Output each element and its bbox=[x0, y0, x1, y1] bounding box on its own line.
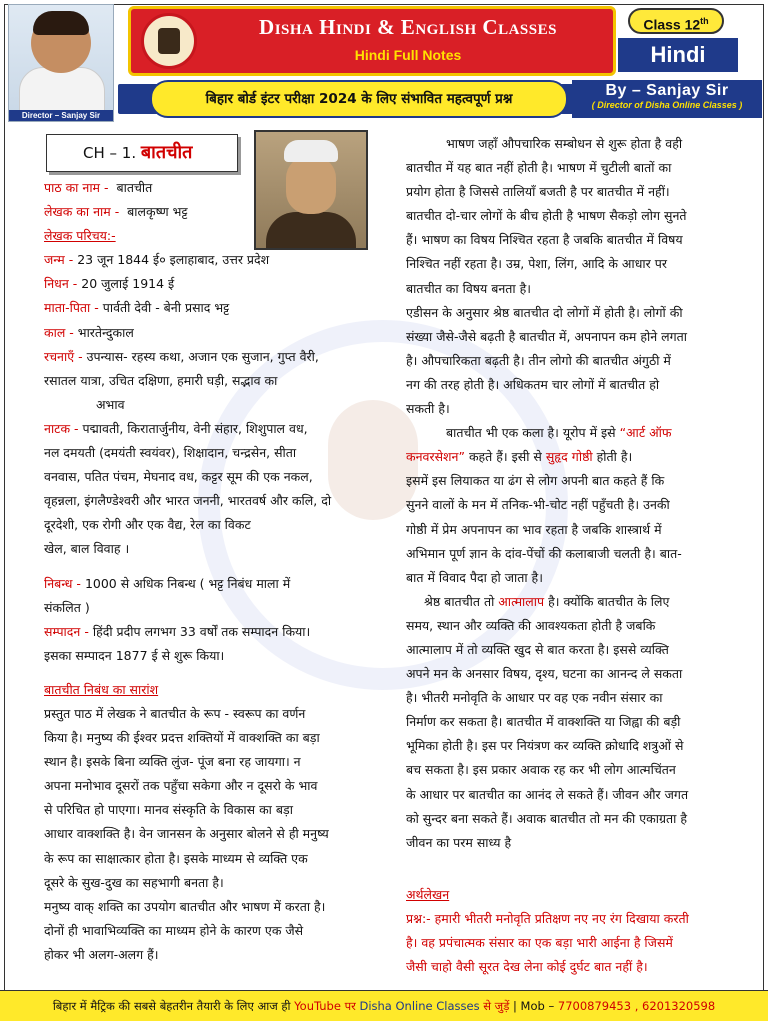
body-text: श्रेष्ठ बातचीत तो bbox=[424, 593, 499, 609]
field-value: उपन्यास- रहस्य कथा, अजान एक सुजान, गुप्त वैरी, bbox=[86, 348, 319, 364]
body-line: सकती है। bbox=[406, 401, 450, 417]
body-line bbox=[406, 590, 726, 614]
works-line: अभाव bbox=[96, 396, 125, 412]
field-value: बातचीत bbox=[116, 180, 153, 195]
drama-line: दूरदेशी, एक रोगी और एक वैद्य, रेल का विकट bbox=[44, 517, 251, 533]
works-line: रसातल यात्रा, उचित दक्षिणा, हमारी घड़ी, सद्भाव का bbox=[44, 372, 278, 388]
body-line: इसमें इस लियाकत या ढंग से लोग अपनी बात कहते हैं कि bbox=[406, 473, 665, 489]
body-line: है। भीतरी मनोवृति के आधार पर वह एक नवीन संसार का bbox=[406, 690, 663, 706]
drama-line: खेल, बाल विवाह । bbox=[44, 541, 130, 557]
body-line: निश्चित नहीं रहता है। उम्र, पेशा, लिंग, आदि के आधार पर bbox=[406, 256, 667, 272]
body-line: अपने मन के अनसार विषय, दृश्य, घटना का आनन्द ले सकता bbox=[406, 666, 683, 682]
edit-row bbox=[44, 620, 364, 644]
body-line: संख्या जैसे-जैसे बढ़ती है बातचीत में, अपनापन कम होने लगता bbox=[406, 328, 688, 344]
portrait-cap bbox=[284, 140, 338, 162]
body-line: अभिमान पूर्ण ज्ञान के दांव-पेंचों की कलाबाजी चलती है। बात- bbox=[406, 545, 682, 561]
class-badge bbox=[628, 8, 724, 34]
summary-line: के रूप का साक्षात्कार होता है। इसके माध्यम से व्यक्ति एक bbox=[44, 850, 308, 866]
body-line: सुनने वालों के मन में तनिक-भी-चोट नहीं पहुँचती है। उनकी bbox=[406, 497, 670, 513]
body-line: बातचीत का विषय बनता है। bbox=[406, 280, 532, 296]
body-line: नग की तरह होती है। अधिकतम चार लोगों में बातचीत हो bbox=[406, 376, 660, 392]
subject-badge: Hindi bbox=[618, 38, 738, 72]
summary-line: मनुष्य वाक् शक्ति का उपयोग बातचीत और भाषण में करता है। bbox=[44, 898, 326, 914]
drama-row bbox=[44, 417, 364, 441]
field-value: 1000 से अधिक निबन्ध ( भट्ट निबंध माला में bbox=[84, 575, 291, 591]
header bbox=[0, 0, 768, 122]
body-line: गोष्ठी में प्रेम अपनापन का भाव रहता है जबकि शास्त्रार्थ में bbox=[406, 521, 662, 537]
byline bbox=[572, 80, 762, 118]
lesson-name-row bbox=[44, 176, 364, 200]
era-row bbox=[44, 321, 364, 345]
field-value: हिंदी प्रदीप लगभग 33 वर्षों तक सम्पादन किया। bbox=[92, 623, 311, 639]
summary-line: दोनों ही भावाभिव्यक्ति का माध्यम होने के कारण एक जैसे bbox=[44, 922, 304, 938]
summary-line: दूसरे के सुख-दुख का सहभागी बनता है। bbox=[44, 874, 224, 890]
arthlekhan-heading: अर्थलेखन bbox=[406, 886, 450, 902]
title-box bbox=[128, 6, 616, 76]
footer-banner bbox=[0, 990, 768, 1021]
page-title: Disha Hindi & English Classes bbox=[259, 15, 557, 39]
author-name-row bbox=[44, 200, 364, 224]
body-line: बातचीत दो-चार लोगों के बीच होती है भाषण सैकड़ो लोग सुनते bbox=[406, 208, 687, 224]
body-line: के आधार पर बातचीत का आनंद ले सकते हैं। जीवन और जगत bbox=[406, 786, 689, 802]
field-value: 23 जून 1844 ई० इलाहाबाद, उत्तर प्रदेश bbox=[77, 252, 270, 268]
field-label: जन्म - bbox=[44, 252, 74, 268]
chapter-number: CH – 1. bbox=[83, 144, 137, 162]
body-text: कहते हैं। इसी से bbox=[464, 449, 546, 465]
class-label: Class 12 bbox=[643, 16, 701, 33]
director-caption: Director – Sanjay Sir bbox=[9, 110, 113, 121]
body-line bbox=[406, 421, 726, 445]
page-subtitle: Hindi Full Notes bbox=[354, 47, 462, 63]
footer-text: बिहार में मैट्रिक की सबसे बेहतरीन तैयारी के लिए आज ही bbox=[52, 999, 295, 1013]
death-row bbox=[44, 272, 364, 296]
field-label: निबन्ध - bbox=[44, 575, 81, 591]
body-line: प्रयोग होता है जिससे तालियाँ बजती है पर बातचीत में नहीं। bbox=[406, 184, 670, 200]
highlight-term: सुहृद गोष्ठी bbox=[545, 449, 593, 465]
parents-row bbox=[44, 296, 364, 320]
drama-line: नल दमयती (दमयंती स्वयंवर), शिक्षादान, चन्द्रसेन, सीता bbox=[44, 445, 297, 461]
body-line: जीवन का परम साध्य है bbox=[406, 834, 512, 850]
field-value: बालकृष्ण भट्ट bbox=[127, 204, 188, 220]
field-label: रचनाएँ - bbox=[44, 348, 83, 364]
right-column bbox=[406, 132, 726, 979]
disha-logo-icon bbox=[141, 13, 197, 69]
director-photo bbox=[8, 4, 114, 122]
body-text: बातचीत भी एक कला है। यूरोप में इसे bbox=[446, 425, 620, 441]
body-line: बच सकता है। इस प्रकार अवाक रह कर भी लोग आत्मचिंतन bbox=[406, 762, 676, 778]
chapter-heading bbox=[46, 134, 238, 172]
footer-text: से जुड़ें bbox=[479, 999, 510, 1013]
class-suffix: th bbox=[700, 16, 709, 26]
field-value: 20 जुलाई 1914 ई bbox=[81, 276, 175, 292]
phone-numbers: 7700879453 , 6201320598 bbox=[557, 999, 716, 1013]
summary-line: आधार वाक्शक्ति है। वेन जानसन के अनुसार बोलने से ही मनुष्य bbox=[44, 826, 329, 842]
body-line bbox=[406, 445, 726, 469]
essay-row bbox=[44, 572, 364, 596]
youtube-link: YouTube bbox=[294, 999, 341, 1013]
body-line: बातचीत में यह बात नहीं होती है। भाषण में चुटीली बातों का bbox=[406, 160, 672, 176]
body-line: एडीसन के अनुसार श्रेष्ठ बातचीत दो लोगों में होती है। लोगों की bbox=[406, 304, 683, 320]
body-line: हैं। भाषण का विषय निश्चित रहता है जबकि बातचीत में विषय bbox=[406, 232, 683, 248]
body-line: को सुन्दर बना सकते हैं। अवाक बातचीत तो मन की एकाग्रता है bbox=[406, 810, 688, 826]
author-intro-heading: लेखक परिचय:- bbox=[44, 228, 116, 244]
summary-heading: बातचीत निबंध का सारांश bbox=[44, 681, 159, 697]
field-label: निधन - bbox=[44, 276, 78, 292]
question-line: जैसी चाहो वैसी सूरत देख लेना कोई दुर्घट बात नहीं है। bbox=[406, 959, 648, 975]
essay-line: संकलित ) bbox=[44, 599, 90, 615]
field-label: लेखक का नाम - bbox=[44, 204, 120, 220]
body-line: भूमिका होती है। इस पर नियंत्रण कर व्यक्ति क्रोधादि शत्रुओं से bbox=[406, 738, 684, 754]
photo-hair bbox=[33, 11, 89, 35]
field-label: सम्पादन - bbox=[44, 623, 89, 639]
field-value: पार्वती देवी - बेनी प्रसाद भट्ट bbox=[102, 300, 230, 316]
summary-line: स्थान है। इसके बिना व्यक्ति लुंज- पूंज बना रह जायगा। न bbox=[44, 754, 301, 770]
works-row bbox=[44, 345, 364, 369]
chapter-title: बातचीत bbox=[140, 142, 193, 163]
logo-figure bbox=[158, 28, 180, 54]
summary-line: से परिचित हो पाएगा। मानव संस्कृति के विकास का बड़ा bbox=[44, 802, 293, 818]
summary-line: किया है। मनुष्य की ईश्वर प्रदत्त शक्तियों में वाक्शक्ति का बड़ा bbox=[44, 730, 320, 746]
highlight-term: कनवरसेशन” bbox=[406, 449, 465, 465]
highlight-term: आत्मालाप bbox=[498, 593, 545, 609]
body-line: निर्माण कर सकता है। बातचीत में वाक्शक्ति या जिह्वा की बड़ी bbox=[406, 714, 681, 730]
summary-line: प्रस्तुत पाठ में लेखक ने बातचीत के रूप - स्वरूप का वर्णन bbox=[44, 705, 306, 721]
body-line: है। औपचारिकता बढ़ती है। तीन लोगो की बातचीत अंगुठी में bbox=[406, 352, 671, 368]
byline-author: By – Sanjay Sir bbox=[605, 82, 729, 99]
body-line: भाषण जहाँ औपचारिक सम्बोधन से शुरू होता है वही bbox=[446, 136, 683, 151]
footer-text: | Mob – bbox=[509, 999, 558, 1013]
summary-line: अपना मनोभाव दूसरों तक पहुँचा सकेगा और न दूसरो के भाव bbox=[44, 778, 318, 794]
summary-line: होकर भी अलग-अलग हैं। bbox=[44, 946, 159, 962]
question-line: प्रश्न:- हमारी भीतरी मनोवृति प्रतिक्षण नए नए रंग दिखाया करती bbox=[406, 910, 689, 926]
highlight-term: “आर्ट ऑफ bbox=[619, 425, 672, 441]
left-column bbox=[44, 176, 364, 967]
body-text: है। क्योंकि बातचीत के लिए bbox=[544, 593, 670, 609]
field-value: पद्मावती, किरातार्जुनीय, वेनी संहार, शिशुपाल वध, bbox=[82, 420, 308, 436]
field-label: माता-पिता - bbox=[44, 300, 99, 316]
birth-row bbox=[44, 248, 364, 272]
body-line: समय, स्थान और व्यक्ति की आवश्यकता होती है जबकि bbox=[406, 617, 656, 633]
byline-role: ( Director of Disha Online Classes ) bbox=[591, 100, 743, 110]
drama-line: वृहन्नला, इंगलैण्डेश्वरी और भारत जननी, भारतवर्ष और कलि, दो bbox=[44, 493, 332, 509]
body-line: बात में विवाद पैदा हो जाता है। bbox=[406, 569, 543, 585]
field-label: काल - bbox=[44, 324, 74, 340]
question-line: है। वह प्रपंचात्मक संसार का एक बड़ा भारी आईना है जिसमें bbox=[406, 935, 673, 950]
body-line: आत्मालाप में तो व्यक्ति खुद से बात करता है। इससे व्यक्ति bbox=[406, 641, 669, 657]
drama-line: वनवास, पतित पंचम, मेघनाद वध, कट्टर सूम की एक नकल, bbox=[44, 469, 313, 485]
footer-text: पर bbox=[340, 999, 360, 1013]
edit-line: इसका सम्पादन 1877 ई से शुरू किया। bbox=[44, 647, 225, 663]
field-label: पाठ का नाम - bbox=[44, 180, 109, 195]
channel-name: Disha Online Classes bbox=[359, 999, 480, 1013]
body-text: होती है। bbox=[592, 449, 633, 465]
field-label: नाटक - bbox=[44, 420, 79, 436]
exam-banner: बिहार बोर्ड इंटर परीक्षा 2024 के लिए संभावित महत्वपूर्ण प्रश्न bbox=[150, 80, 568, 118]
field-value: भारतेन्दुकाल bbox=[77, 324, 134, 340]
